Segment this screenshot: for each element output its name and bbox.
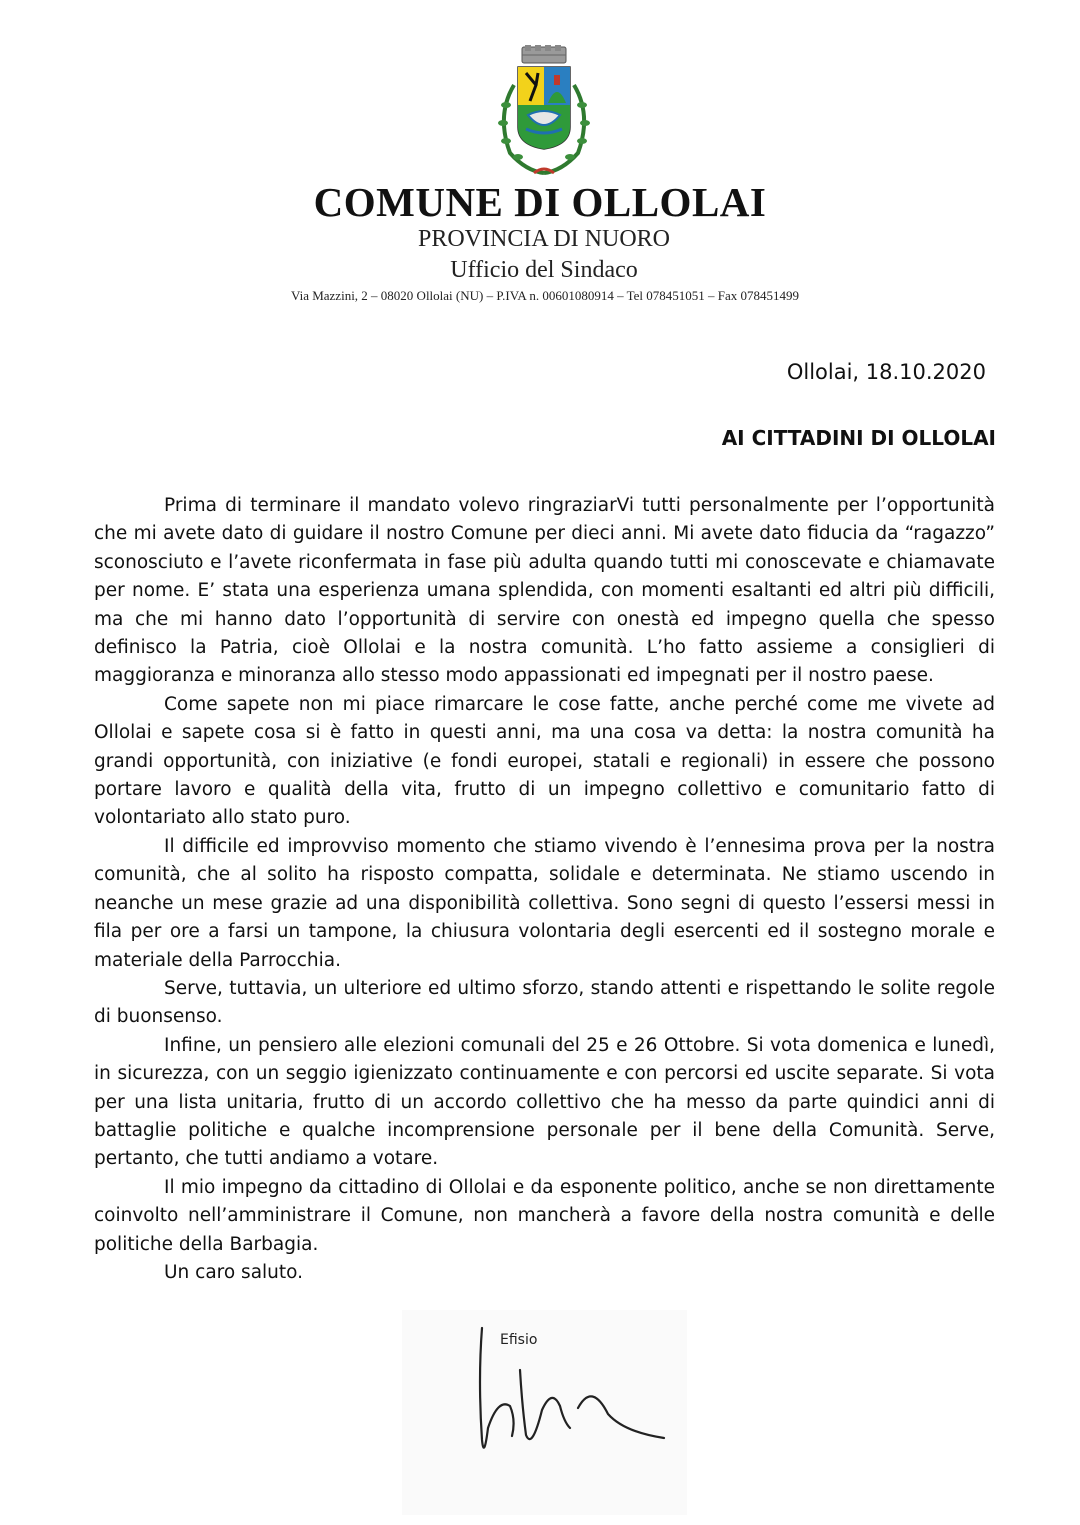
signature-name: Efisio [500, 1332, 538, 1348]
letter-paragraph: Serve, tuttavia, un ulteriore ed ultimo sforzo, stando attenti e rispettando le solite regole di buonsenso. [94, 977, 995, 1028]
letter-date: Ollolai, 18.10.2020 [786, 360, 986, 384]
letter-paragraph: Il mio impegno da cittadino di Ollolai e da esponente politico, anche se non direttamente coinvolto nell’amministrare il Comune, non mancherà a favore della nostra comunità e delle politiche della Barbagia. [94, 1176, 995, 1255]
province-name: PROVINCIA DI NUORO [417, 226, 670, 252]
coat-of-arms-icon [488, 45, 600, 180]
letter-paragraph: Prima di terminare il mandato volevo ringraziarVi tutti personalmente per l’opportunità che mi avete dato di guidare il nostro Comune per dieci anni. Mi avete dato fiducia da “ragazzo” sconosciuto e l’avete riconfermata in fase più adulta quando tutti mi conoscevate e chiamavate per nome. E’ stata una esperienza umana splendida, con momenti esaltanti ed altri più difficili, ma che mi hanno dato l’opportunità di servire con onestà ed impegno quella che spesso definisco la Patria, cioè Ollolai e la nostra comunità. L’ho fatto assieme a consiglieri di maggioranza e minoranza allo stesso modo appassionati ed impegnati per il nostro paese. [94, 495, 995, 687]
letter-recipient: AI CITTADINI DI OLLOLAI [721, 426, 996, 450]
letter-paragraph: Come sapete non mi piace rimarcare le cose fatte, anche perché come me vivete ad Ollolai e sapete cosa si è fatto in questi anni, ma una cosa va detta: la nostra comunità ha grandi opportunità, con iniziative (e fondi europei, statali e regionali) in essere che possono portare lavoro e qualità della vita, frutto di un impegno collettivo e comunitario fatto di volontariato allo stato puro. [94, 693, 995, 829]
letter-paragraph: Il difficile ed improvviso momento che stiamo vivendo è l’ennesima prova per la nostra comunità, che al solito ha risposto compatta, solidale e determinata. Ne stiamo uscendo in neanche un mese grazie ad una disponibilità collettiva. Sono segni di questo l’essersi messi in fila per ore a farsi un tampone, la chiusura volontaria degli esercenti ed il sostegno morale e materiale della Parrocchia. [94, 835, 995, 971]
letter-paragraph: Infine, un pensiero alle elezioni comunali del 25 e 26 Ottobre. Si vota domenica e lunedì, in sicurezza, con un seggio igienizzato continuamente e con percorsi ed uscite separate. Si vota per una lista unitaria, frutto di un accordo collettivo che ha messo da parte quindici anni di battaglie politiche e qualche incomprensione personale per il bene della Comunità. Serve, pertanto, che tutti andiamo a votare. [94, 1034, 995, 1170]
office-name: Ufficio del Sindaco [450, 257, 638, 283]
office-address: Via Mazzini, 2 – 08020 Ollolai (NU) – P.IVA n. 00601080914 – Tel 078451051 – Fax 078451499 [290, 288, 800, 303]
municipality-title: COMUNE DI OLLOLAI [313, 179, 767, 225]
letter-closing: Un caro saluto. [164, 1261, 304, 1283]
letter-body [94, 492, 995, 1287]
signature-block [402, 1310, 687, 1515]
handwritten-signature [402, 1310, 687, 1515]
